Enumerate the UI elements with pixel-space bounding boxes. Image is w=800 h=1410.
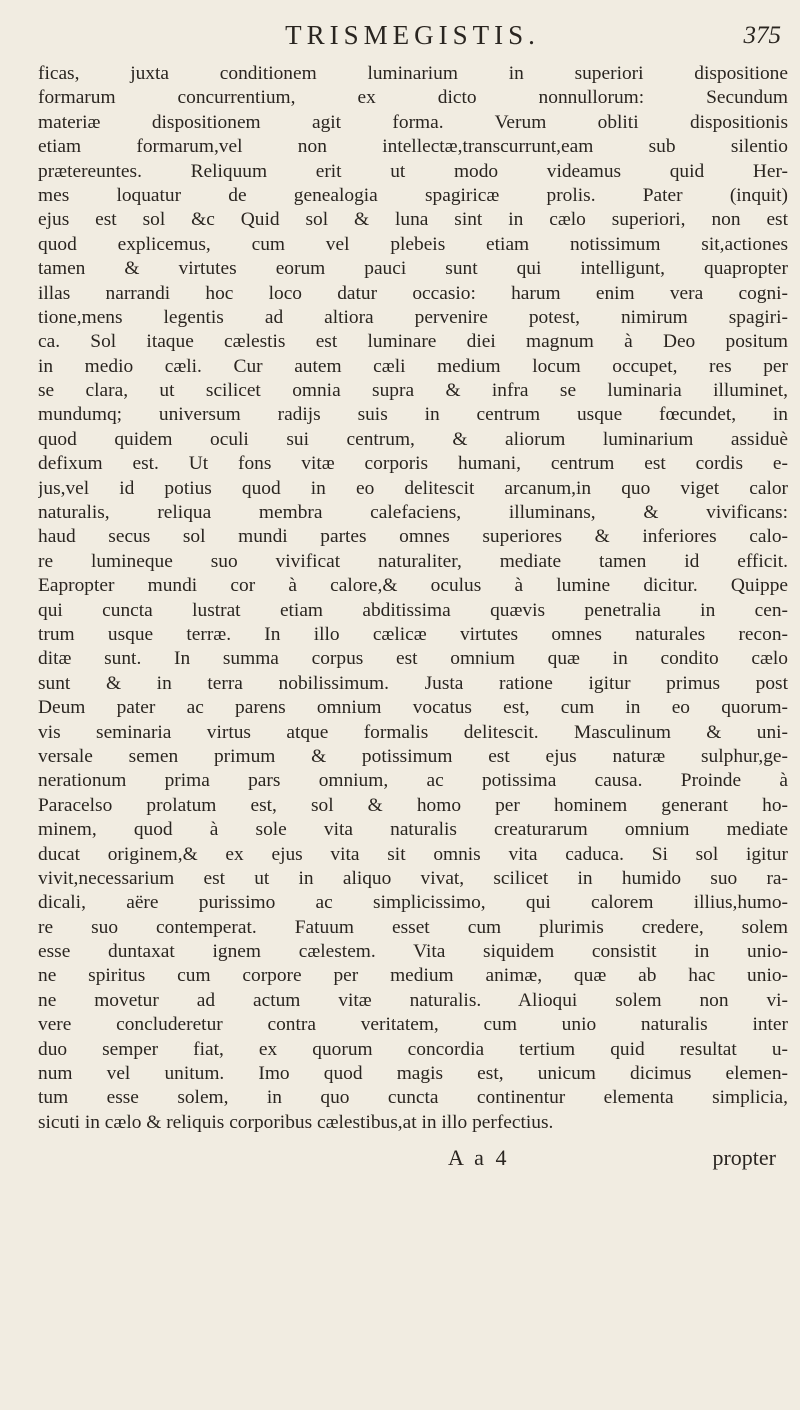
running-title: TRISMEGISTIS. [285,20,540,50]
text-line: ducat originem,& ex ejus vita sit omnis vita caduca. Si sol igitur [38,843,788,865]
text-line: tum esse solem, in quo cuncta continentur elementa simplicia, [38,1087,788,1109]
text-line: se clara, ut scilicet omnia supra & infra se luminaria illuminet, [38,380,788,402]
text-line: nerationum prima pars omnium, ac potissima causa. Proinde à [38,770,788,792]
text-line: num vel unitum. Imo quod magis est, unicum dicimus elemen- [38,1063,788,1085]
page-number: 375 [743,22,781,49]
text-line: ca. Sol itaque cælestis est luminare diei magnum à Deo positum [38,331,788,353]
text-line: ne spiritus cum corpore per medium animæ, quæ ab hac unio- [38,965,788,987]
text-line: esse duntaxat ignem cælestem. Vita siquidem consistit in unio- [38,941,788,963]
text-line: in medio cæli. Cur autem cæli medium locum occupet, res per [38,355,788,377]
text-line: formarum concurrentium, ex dicto nonnullorum: Secundum [38,87,788,109]
text-line: minem, quod à sole vita naturalis creaturarum omnium mediate [38,819,788,841]
text-line: haud secus sol mundi partes omnes superiores & inferiores calo- [38,526,788,548]
text-line: trum usque terræ. In illo cælicæ virtutes omnes naturales recon- [38,623,788,645]
text-line: vere concluderetur contra veritatem, cum unio naturalis inter [38,1014,788,1036]
text-line: ditæ sunt. In summa corpus est omnium quæ in condito cælo [38,648,788,670]
text-line: sicuti in cælo & reliquis corporibus cælestibus,at in illo perfectius. [38,1111,554,1133]
text-line: quod quidem oculi sui centrum, & aliorum luminarium assiduè [38,428,788,450]
text-line: duo semper fiat, ex quorum concordia tertium quid resultat u- [38,1038,788,1060]
text-line: jus,vel id potius quod in eo delitescit arcanum,in quo viget calor [38,477,788,499]
body-text [38,62,788,1135]
page-footer [38,1145,788,1175]
text-line: mundumq; universum radijs suis in centrum usque fœcundet, in [38,404,788,426]
text-line: defixum est. Ut fons vitæ corporis humani, centrum est cordis e- [38,453,788,475]
text-line: tione,mens legentis ad altiora pervenire potest, nimirum spagiri- [38,306,788,328]
text-line: Deum pater ac parens omnium vocatus est, cum in eo quorum- [38,697,788,719]
text-line: ne movetur ad actum vitæ naturalis. Alioqui solem non vi- [38,989,788,1011]
text-line: sunt & in terra nobilissimum. Justa ratione igitur primus post [38,672,788,694]
text-line: ejus est sol &c Quid sol & luna sint in cælo superiori, non est [38,209,788,231]
text-line: vivit,necessarium est ut in aliquo vivat, scilicet in humido suo ra- [38,867,788,889]
text-line: quod explicemus, cum vel plebeis etiam notissimum sit,actiones [38,233,788,255]
text-line: etiam formarum,vel non intellectæ,transcurrunt,eam sub silentio [38,136,788,158]
text-line: qui cuncta lustrat etiam abditissima quævis penetralia in cen- [38,599,788,621]
text-line: re lumineque suo vivificat naturaliter, mediate tamen id efficit. [38,550,788,572]
signature-mark: A a 4 [448,1145,510,1170]
page-header [40,20,785,56]
text-line: materiæ dispositionem agit forma. Verum obliti dispositionis [38,111,788,133]
text-line: versale semen primum & potissimum est ejus naturæ sulphur,ge- [38,745,788,767]
text-line: ficas, juxta conditionem luminarium in superiori dispositione [38,63,788,84]
text-line: illas narrandi hoc loco datur occasio: harum enim vera cogni- [38,282,788,304]
catchword: propter [712,1145,776,1170]
text-line: Paracelso prolatum est, sol & homo per hominem generant ho- [38,794,788,816]
text-line: dicali, aëre purissimo ac simplicissimo, qui calorem illius,humo- [38,892,788,914]
text-line: tamen & virtutes eorum pauci sunt qui intelligunt, quapropter [38,258,788,280]
text-line: vis seminaria virtus atque formalis delitescit. Masculinum & uni- [38,721,788,743]
text-line: Eapropter mundi cor à calore,& oculus à lumine dicitur. Quippe [38,575,788,597]
text-line: mes loquatur de genealogia spagiricæ prolis. Pater (inquit) [38,184,788,206]
text-line: prætereuntes. Reliquum erit ut modo videamus quid Her- [38,160,788,182]
text-line: re suo contemperat. Fatuum esset cum plurimis credere, solem [38,916,788,938]
text-line: naturalis, reliqua membra calefaciens, illuminans, & vivificans: [38,502,788,524]
